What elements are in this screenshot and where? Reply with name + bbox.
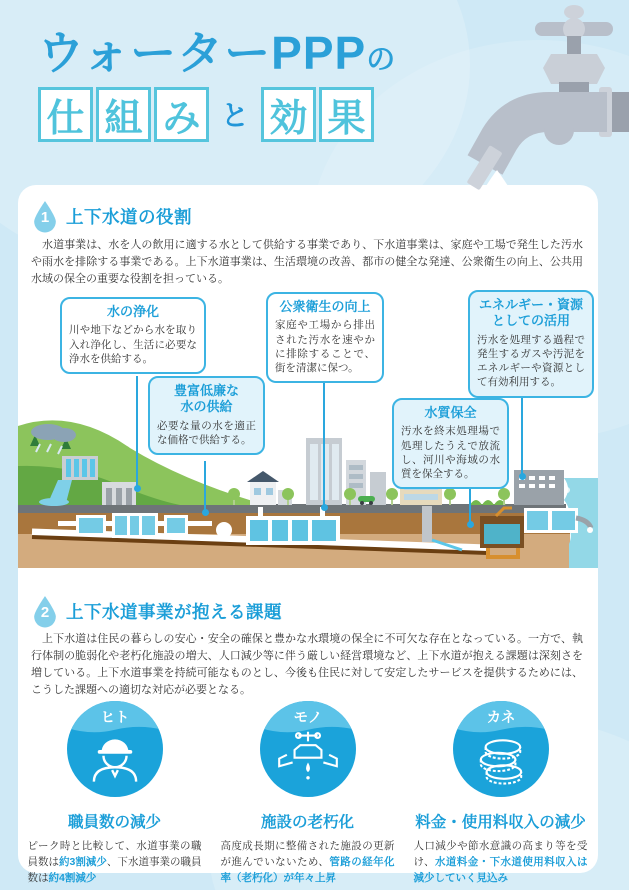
connector-line [521, 388, 523, 477]
section-2-header [32, 595, 282, 627]
callout-title: エネルギー・資源 としての活用 [478, 297, 583, 329]
challenge-circle [260, 701, 356, 797]
callout-body: 汚水を処理する過程で発生するガスや汚泥をエネルギーや資源として有効利用する。 [477, 333, 585, 389]
title-boxed-char: 仕 [38, 87, 93, 142]
header [0, 0, 629, 185]
callout-body: 必要な量の水を適正な価格で供給する。 [157, 419, 256, 446]
challenge-heading: 料金・使用料収入の減少 [415, 814, 586, 831]
challenge-heading: 職員数の減少 [67, 814, 161, 831]
section-2-body: 上下水道は住民の暮らしの安心・安全の確保と豊かな水環境の保全に不可欠な存在となっている。一方で、執行体制の脆弱化や老朽化施設の増大、人口減少等に伴う厳しい経営環境など、上下水道が抱える課題は深刻さを増している。上下水道事業を持続可能なものとし、今後も住民に対して安定したサービスを提供するためには、こうした課題への適切な対応が必要となる。 [31, 633, 583, 697]
water-drop-icon [32, 595, 58, 627]
callout-energy-resources [468, 290, 594, 398]
challenge-circle [453, 701, 549, 797]
callout-abundant-supply [148, 376, 265, 455]
callout-body: 川や地下などから水を取り入れ浄化し、生活に必要な浄水を供給する。 [69, 324, 197, 365]
ground-road [18, 504, 566, 513]
connector-line [469, 487, 471, 525]
section-1-header [32, 200, 192, 232]
water-drop-icon [32, 200, 58, 232]
callout-title: 水の浄化 [106, 304, 159, 319]
section-2-heading: 上下水道事業が抱える課題 [66, 601, 282, 622]
hedge [470, 500, 506, 505]
callout-water-purification [60, 297, 206, 374]
callout-public-health [266, 292, 384, 383]
challenge-tag: カネ [486, 710, 515, 727]
section-1-body: 水道事業は、水を人の飲用に適する水として供給する事業であり、下水道事業は、家庭や工場で発生した汚水や雨水を排除する事業である。上下水道事業は、生活環境の改善、都市の健全な発達、公衆衛生の向上、公共用水域の保全の重要な役割を担っている。 [31, 239, 583, 286]
water-system-diagram [18, 288, 598, 580]
faucet-icon [439, 0, 629, 220]
section-number: 1 [40, 209, 50, 226]
title-particle: の [366, 44, 397, 76]
car [358, 496, 375, 505]
callout-body: 家庭や工場から排出された汚水を速やかに排除することで、街を清潔に保つ。 [275, 319, 375, 375]
connector-line [136, 376, 138, 489]
callout-title: 水質保全 [424, 405, 477, 420]
title-boxed-char: 組 [96, 87, 151, 142]
callout-body: 汚水を終末処理場で処理したうえで放流し、河川や海域の水質を保全する。 [401, 425, 500, 481]
callout-title: 豊富低廉な 水の供給 [173, 383, 239, 415]
challenge-facilities [211, 701, 404, 886]
manhole [216, 522, 232, 538]
connector-line [323, 378, 325, 508]
callout-water-quality [392, 398, 509, 489]
challenge-tag: ヒト [100, 710, 129, 727]
houses [247, 471, 292, 505]
section-number: 2 [40, 604, 50, 621]
challenge-body: 高度成長期に整備された施設の更新が進んでいないため、管路の経年化率（老朽化）が年々上昇 [220, 840, 395, 884]
section-1-heading: 上下水道の役割 [66, 206, 192, 227]
challenge-body: ピーク時と比較して、水道事業の職員数は約3割減少、下水道事業の職員数は約4割減少 [27, 840, 202, 884]
challenge-circle [67, 701, 163, 797]
challenge-heading: 施設の老朽化 [260, 814, 354, 831]
challenge-revenue [404, 701, 597, 886]
content-card [18, 185, 598, 884]
title-boxed-char: 果 [319, 87, 374, 142]
challenges-row [18, 701, 598, 886]
title-boxed-char: み [154, 87, 209, 142]
challenge-people [18, 701, 211, 886]
connector-line [204, 461, 206, 513]
challenge-tag: モノ [293, 710, 322, 727]
water-cycle-illustration [18, 420, 598, 578]
callout-title: 公衆衛生の向上 [279, 299, 371, 314]
challenge-body: 人口減少や節水意識の高まり等を受け、水道料金・下水道使用料収入は減少していく見込み [413, 840, 588, 884]
page-title [38, 28, 396, 142]
title-line2 [38, 87, 396, 142]
title-boxed-char: 効 [261, 87, 316, 142]
title-main-text: ウォーターPPP [38, 27, 367, 79]
title-connector: と [221, 100, 250, 132]
title-line1 [38, 28, 396, 79]
